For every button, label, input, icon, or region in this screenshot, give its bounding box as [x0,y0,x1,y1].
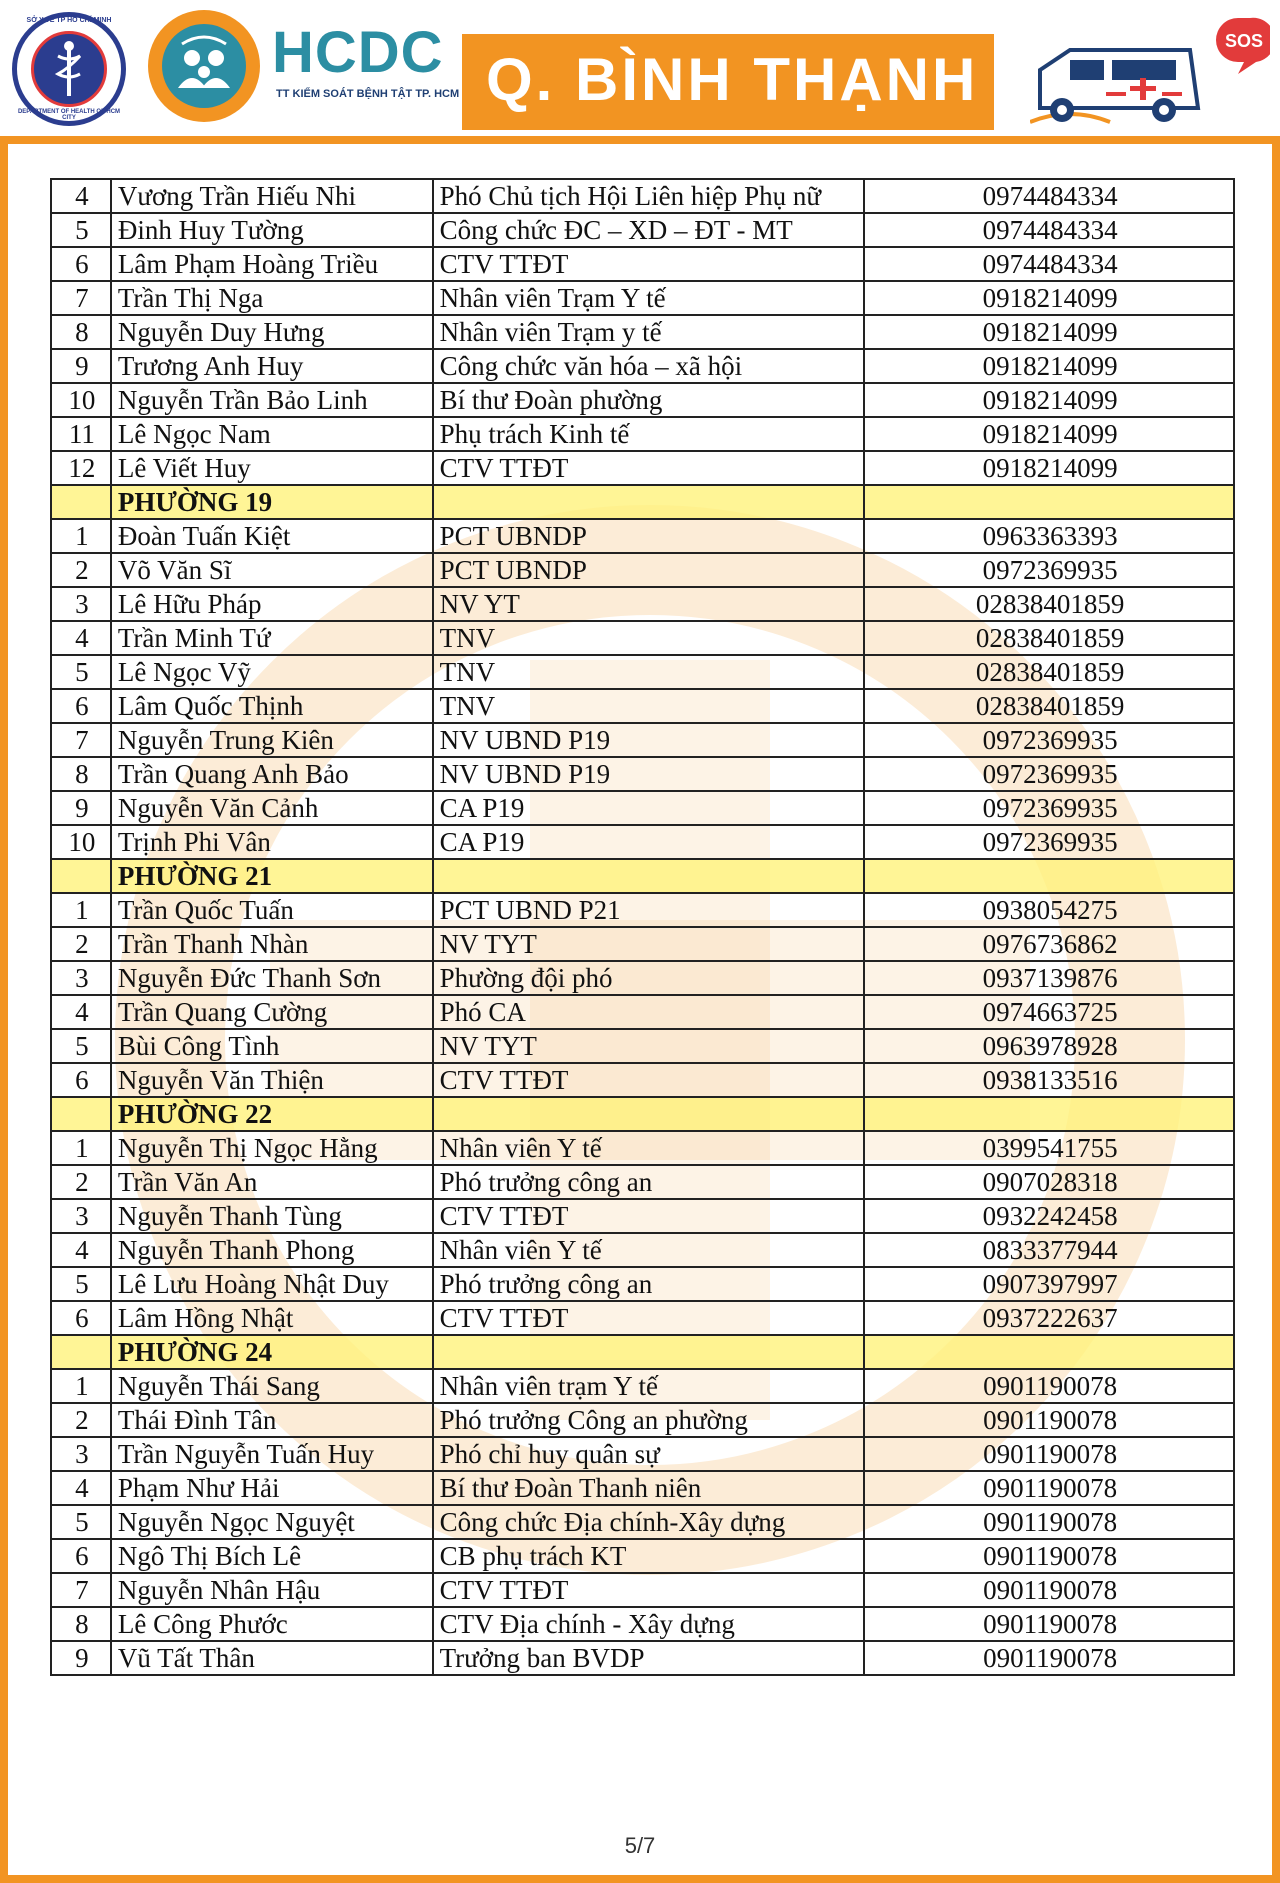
row-number: 7 [51,281,111,315]
table-row [51,1607,1234,1641]
phone-number: 0901190078 [864,1471,1234,1505]
person-role: Công chức ĐC – XD – ĐT - MT [433,213,865,247]
ward-empty-cell [51,1097,111,1131]
person-role: Nhân viên Trạm Y tế [433,281,865,315]
table-row [51,1573,1234,1607]
person-role: Phó CA [433,995,865,1029]
phone-number: 02838401859 [864,655,1234,689]
person-role: Phó chỉ huy quân sự [433,1437,865,1471]
phone-number: 0918214099 [864,281,1234,315]
table-row [51,247,1234,281]
table-row [51,417,1234,451]
person-role: PCT UBNDP [433,519,865,553]
phone-number: 0937139876 [864,961,1234,995]
person-role: CA P19 [433,825,865,859]
person-name: Trịnh Phi Vân [111,825,433,859]
person-role: CB phụ trách KT [433,1539,865,1573]
table-row [51,689,1234,723]
row-number: 5 [51,213,111,247]
row-number: 1 [51,519,111,553]
phone-number: 0918214099 [864,315,1234,349]
person-role: Phó Chủ tịch Hội Liên hiệp Phụ nữ [433,179,865,213]
ward-empty-cell [864,1097,1234,1131]
ward-empty-cell [433,1335,865,1369]
person-role: CTV TTĐT [433,451,865,485]
table-row [51,1267,1234,1301]
phone-number: 0963978928 [864,1029,1234,1063]
person-role: Công chức văn hóa – xã hội [433,349,865,383]
ward-header-row [51,1335,1234,1369]
row-number: 3 [51,961,111,995]
phone-number: 0833377944 [864,1233,1234,1267]
family-icon [162,24,246,108]
ward-header-row [51,485,1234,519]
row-number: 8 [51,315,111,349]
person-name: Nguyễn Thanh Phong [111,1233,433,1267]
person-name: Bùi Công Tình [111,1029,433,1063]
person-role: CTV TTĐT [433,1573,865,1607]
table-row [51,791,1234,825]
table-row [51,927,1234,961]
phone-number: 0907397997 [864,1267,1234,1301]
row-number: 5 [51,1505,111,1539]
person-role: CTV TTĐT [433,1301,865,1335]
person-role: Phó trưởng công an [433,1165,865,1199]
ambulance-sos-icon [1030,10,1270,134]
row-number: 9 [51,1641,111,1675]
table-row [51,383,1234,417]
person-name: Ngô Thị Bích Lê [111,1539,433,1573]
table-row [51,1165,1234,1199]
person-role: Nhân viên Y tế [433,1233,865,1267]
phone-number: 02838401859 [864,587,1234,621]
person-role: TNV [433,621,865,655]
ward-name: PHƯỜNG 24 [111,1335,433,1369]
ward-empty-cell [864,859,1234,893]
person-role: CTV Địa chính - Xây dựng [433,1607,865,1641]
row-number: 4 [51,1471,111,1505]
phone-number: 0399541755 [864,1131,1234,1165]
ward-header-row [51,859,1234,893]
row-number: 11 [51,417,111,451]
person-name: Trần Quang Cường [111,995,433,1029]
ward-empty-cell [51,485,111,519]
table-row [51,1029,1234,1063]
table-row [51,1301,1234,1335]
person-role: PCT UBND P21 [433,893,865,927]
person-name: Vũ Tất Thân [111,1641,433,1675]
phone-number: 0918214099 [864,349,1234,383]
table-row [51,1233,1234,1267]
seal-text-top: SỞ Y TẾ TP HỒ CHÍ MINH [26,17,112,24]
row-number: 9 [51,791,111,825]
page-header [0,0,1280,140]
person-name: Nguyễn Văn Thiện [111,1063,433,1097]
row-number: 5 [51,655,111,689]
phone-number: 0976736862 [864,927,1234,961]
person-name: Nguyễn Ngọc Nguyệt [111,1505,433,1539]
table-row [51,1199,1234,1233]
person-role: Phó trưởng công an [433,1267,865,1301]
row-number: 4 [51,621,111,655]
person-name: Lê Viết Huy [111,451,433,485]
phone-number: 0901190078 [864,1403,1234,1437]
phone-number: 0901190078 [864,1369,1234,1403]
phone-number: 0918214099 [864,383,1234,417]
table-row [51,825,1234,859]
sos-label: SOS [1224,31,1264,51]
table-row [51,1131,1234,1165]
row-number: 6 [51,247,111,281]
person-name: Nguyễn Trần Bảo Linh [111,383,433,417]
hcdc-logo [148,10,260,122]
person-name: Lê Lưu Hoàng Nhật Duy [111,1267,433,1301]
person-name: Nguyễn Đức Thanh Sơn [111,961,433,995]
phone-number: 0918214099 [864,417,1234,451]
ward-name: PHƯỜNG 22 [111,1097,433,1131]
phone-number: 0972369935 [864,723,1234,757]
person-role: CA P19 [433,791,865,825]
phone-number: 0901190078 [864,1437,1234,1471]
person-role: CTV TTĐT [433,1063,865,1097]
ward-empty-cell [864,1335,1234,1369]
hcdc-brand-subtitle: TT KIỂM SOÁT BỆNH TẬT TP. HCM [276,88,460,100]
row-number: 5 [51,1267,111,1301]
person-name: Võ Văn Sĩ [111,553,433,587]
person-role: Phó trưởng Công an phường [433,1403,865,1437]
phone-number: 0918214099 [864,451,1234,485]
person-name: Trần Nguyễn Tuấn Huy [111,1437,433,1471]
table-row [51,519,1234,553]
person-name: Lê Ngọc Nam [111,417,433,451]
person-role: NV TYT [433,1029,865,1063]
row-number: 4 [51,995,111,1029]
table-row [51,1063,1234,1097]
person-name: Trương Anh Huy [111,349,433,383]
person-role: Nhân viên Y tế [433,1131,865,1165]
table-row [51,587,1234,621]
person-name: Lâm Phạm Hoàng Triều [111,247,433,281]
person-role: TNV [433,689,865,723]
ward-empty-cell [51,1335,111,1369]
person-name: Thái Đình Tân [111,1403,433,1437]
person-role: Phụ trách Kinh tế [433,417,865,451]
table-row [51,1641,1234,1675]
ward-empty-cell [433,1097,865,1131]
person-role: NV YT [433,587,865,621]
table-row [51,553,1234,587]
phone-number: 0972369935 [864,825,1234,859]
row-number: 7 [51,1573,111,1607]
ward-empty-cell [51,859,111,893]
person-role: Công chức Địa chính-Xây dựng [433,1505,865,1539]
row-number: 2 [51,927,111,961]
person-name: Nguyễn Thị Ngọc Hằng [111,1131,433,1165]
person-name: Đinh Huy Tường [111,213,433,247]
person-name: Lâm Hồng Nhật [111,1301,433,1335]
table-row [51,757,1234,791]
table-row [51,995,1234,1029]
phone-number: 0974663725 [864,995,1234,1029]
person-role: Bí thư Đoàn phường [433,383,865,417]
table-row [51,281,1234,315]
table-row [51,655,1234,689]
row-number: 8 [51,757,111,791]
person-name: Lâm Quốc Thịnh [111,689,433,723]
row-number: 8 [51,1607,111,1641]
phone-number: 0972369935 [864,757,1234,791]
person-name: Lê Hữu Pháp [111,587,433,621]
table-row [51,179,1234,213]
district-title: Q. BÌNH THẠNH [486,46,979,113]
row-number: 6 [51,689,111,723]
row-number: 7 [51,723,111,757]
person-name: Nguyễn Duy Hưng [111,315,433,349]
person-role: TNV [433,655,865,689]
table-row [51,1539,1234,1573]
phone-number: 0937222637 [864,1301,1234,1335]
phone-number: 0901190078 [864,1539,1234,1573]
row-number: 12 [51,451,111,485]
person-role: NV UBND P19 [433,757,865,791]
row-number: 1 [51,1369,111,1403]
table-row [51,451,1234,485]
phone-number: 0907028318 [864,1165,1234,1199]
person-name: Nguyễn Thanh Tùng [111,1199,433,1233]
phone-number: 0963363393 [864,519,1234,553]
phone-number: 0901190078 [864,1641,1234,1675]
row-number: 1 [51,1131,111,1165]
phone-number: 0901190078 [864,1505,1234,1539]
person-name: Trần Thị Nga [111,281,433,315]
ward-empty-cell [433,859,865,893]
person-role: Trưởng ban BVDP [433,1641,865,1675]
phone-number: 0938054275 [864,893,1234,927]
contact-table [50,178,1235,1676]
row-number: 2 [51,1403,111,1437]
table-row [51,349,1234,383]
table-row [51,1505,1234,1539]
ward-empty-cell [864,485,1234,519]
person-name: Trần Quang Anh Bảo [111,757,433,791]
table-row [51,621,1234,655]
person-name: Trần Văn An [111,1165,433,1199]
person-role: NV TYT [433,927,865,961]
phone-number: 0974484334 [864,213,1234,247]
row-number: 5 [51,1029,111,1063]
row-number: 2 [51,553,111,587]
phone-number: 02838401859 [864,621,1234,655]
row-number: 6 [51,1301,111,1335]
row-number: 1 [51,893,111,927]
phone-number: 0932242458 [864,1199,1234,1233]
person-name: Trần Minh Tứ [111,621,433,655]
page-number: 5/7 [624,1833,656,1858]
row-number: 3 [51,587,111,621]
phone-number: 0938133516 [864,1063,1234,1097]
department-of-health-seal [12,12,126,126]
table-row [51,723,1234,757]
person-name: Nguyễn Nhân Hậu [111,1573,433,1607]
row-number: 6 [51,1539,111,1573]
phone-number: 0974484334 [864,179,1234,213]
row-number: 10 [51,383,111,417]
person-name: Đoàn Tuấn Kiệt [111,519,433,553]
person-role: Bí thư Đoàn Thanh niên [433,1471,865,1505]
person-role: Nhân viên Trạm y tế [433,315,865,349]
person-role: CTV TTĐT [433,1199,865,1233]
table-row [51,1369,1234,1403]
person-role: CTV TTĐT [433,247,865,281]
district-banner [462,34,994,130]
row-number: 3 [51,1199,111,1233]
person-role: PCT UBNDP [433,553,865,587]
person-role: Nhân viên trạm Y tế [433,1369,865,1403]
ward-name: PHƯỜNG 19 [111,485,433,519]
person-name: Phạm Như Hải [111,1471,433,1505]
person-name: Nguyễn Thái Sang [111,1369,433,1403]
ward-name: PHƯỜNG 21 [111,859,433,893]
phone-number: 0972369935 [864,553,1234,587]
row-number: 9 [51,349,111,383]
ward-empty-cell [433,485,865,519]
phone-number: 0901190078 [864,1607,1234,1641]
person-name: Trần Thanh Nhàn [111,927,433,961]
person-name: Nguyễn Văn Cảnh [111,791,433,825]
table-row [51,1403,1234,1437]
hcdc-brand-name: HCDC [272,20,444,85]
table-row [51,893,1234,927]
person-name: Lê Ngọc Vỹ [111,655,433,689]
ward-header-row [51,1097,1234,1131]
phone-number: 0901190078 [864,1573,1234,1607]
person-name: Trần Quốc Tuấn [111,893,433,927]
row-number: 10 [51,825,111,859]
phone-number: 02838401859 [864,689,1234,723]
table-row [51,1471,1234,1505]
person-name: Lê Công Phước [111,1607,433,1641]
caduceus-icon [31,31,107,107]
row-number: 6 [51,1063,111,1097]
table-row [51,213,1234,247]
table-row [51,961,1234,995]
seal-text-bottom: DEPARTMENT OF HEALTH OF HCM CITY [17,109,121,121]
row-number: 2 [51,1165,111,1199]
table-row [51,1437,1234,1471]
table-row [51,315,1234,349]
row-number: 4 [51,1233,111,1267]
phone-number: 0974484334 [864,247,1234,281]
person-role: Phường đội phó [433,961,865,995]
phone-number: 0972369935 [864,791,1234,825]
person-role: NV UBND P19 [433,723,865,757]
row-number: 3 [51,1437,111,1471]
person-name: Vương Trần Hiếu Nhi [111,179,433,213]
row-number: 4 [51,179,111,213]
person-name: Nguyễn Trung Kiên [111,723,433,757]
